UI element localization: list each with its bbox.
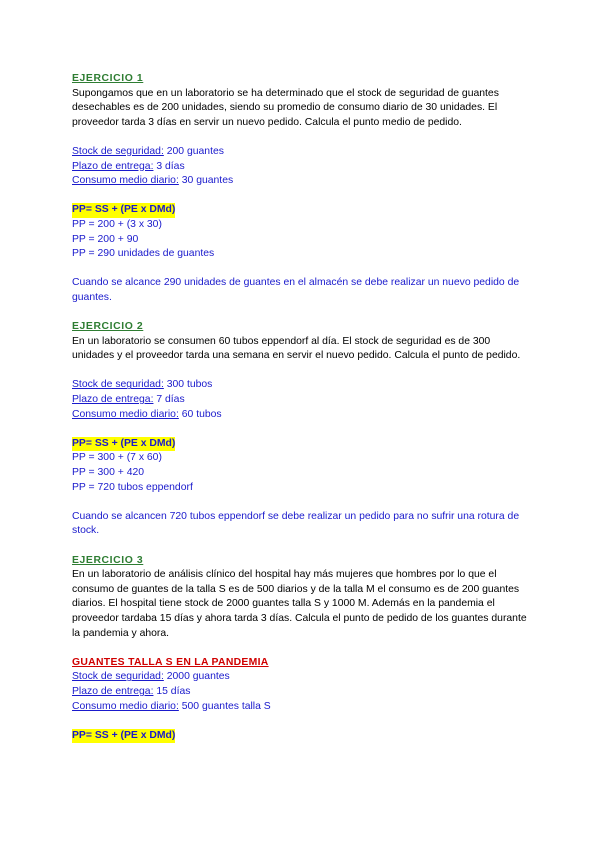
exercise-1-data-row: [72, 174, 532, 189]
exercise-2-data-row: [72, 408, 532, 423]
data-label: Plazo de entrega:: [72, 685, 154, 697]
data-label: Consumo medio diario:: [72, 408, 179, 420]
data-value: 60 tubos: [178, 408, 222, 420]
data-label: Stock de seguridad:: [72, 379, 164, 391]
exercise-1-step: PP = 200 + 90: [72, 233, 139, 245]
exercise-2-data-row: [72, 378, 532, 393]
exercise-1-data-row: [72, 160, 532, 175]
exercise-2-formula: PP= SS + (PE x DMd): [72, 437, 175, 452]
exercise-1-formula: PP= SS + (PE x DMd): [72, 203, 175, 218]
exercise-1-title: EJERCICIO 1: [72, 73, 144, 84]
exercise-2-title: EJERCICIO 2: [72, 321, 144, 333]
exercise-2-data-row: [72, 393, 532, 408]
exercise-2-step: PP = 300 + 420: [72, 467, 145, 479]
data-label: Consumo medio diario:: [72, 700, 179, 712]
exercise-2-conclusion: Cuando se alcancen 720 tubos eppendorf se debe realizar un pedido para no sufrir una rotura de stock.: [72, 510, 520, 537]
data-value: 200 guantes: [163, 145, 224, 157]
exercise-2-statement: En un laboratorio se consumen 60 tubos eppendorf al día. El stock de seguridad es de 300 unidades y el proveedor tarda una semana en servir el nuevo pedido. Calcula el punto de pedido.: [72, 335, 521, 362]
data-label: Plazo de entrega:: [72, 394, 154, 406]
exercise-1-step: PP = 200 + (3 x 30): [72, 218, 162, 230]
exercise-1-step: PP = 290 unidades de guantes: [72, 248, 215, 260]
data-label: Stock de seguridad:: [72, 671, 164, 683]
data-value: 300 tubos: [163, 379, 213, 391]
exercise-3-formula: PP= SS + (PE x DMd): [72, 729, 175, 744]
exercise-1-data-row: [72, 145, 532, 160]
exercise-3-data-row: [72, 670, 532, 685]
exercise-3-data-row: [72, 685, 532, 700]
data-value: 30 guantes: [178, 175, 234, 187]
exercise-2-step: PP = 300 + (7 x 60): [72, 452, 162, 464]
data-value: 500 guantes talla S: [178, 700, 271, 712]
data-value: 15 días: [153, 685, 191, 697]
exercise-3-data-row: [72, 700, 532, 715]
exercise-3-subtitle: GUANTES TALLA S EN LA PANDEMIA: [72, 656, 269, 668]
data-label: Consumo medio diario:: [72, 175, 179, 187]
exercise-2-step: PP = 720 tubos eppendorf: [72, 481, 193, 493]
exercise-3-statement: En un laboratorio de análisis clínico del hospital hay más mujeres que hombres por lo que el consumo de guantes de la talla S es de 500 diarios y de la talla M el consumo es de 200 guantes diarios. El hospital tiene stock de 2000 guantes talla S y 1000 M. Además en la pandemia el proveedor tardaba 15 días y ahora tarda 3 días. Calcula el punto de pedido de los guantes durante la pandemia y ahora.: [72, 569, 527, 639]
data-value: 7 días: [153, 394, 185, 406]
exercise-1-conclusion: Cuando se alcance 290 unidades de guantes en el almacén se debe realizar un nuevo pedido de guantes.: [72, 277, 520, 303]
data-label: Plazo de entrega:: [72, 160, 154, 172]
exercise-3-title: EJERCICIO 3: [72, 554, 144, 566]
data-label: Stock de seguridad:: [72, 145, 164, 157]
exercise-1-statement: Supongamos que en un laboratorio se ha determinado que el stock de seguridad de guantes desechables es de 200 unidades, siendo su promedio de consumo diario de 30 unidades. El proveedor tarda 3 días en servir un nuevo pedido. Calcula el punto medio de pedido.: [72, 87, 499, 128]
data-value: 2000 guantes: [163, 671, 230, 683]
data-value: 3 días: [153, 160, 185, 172]
document-content: [72, 72, 532, 743]
